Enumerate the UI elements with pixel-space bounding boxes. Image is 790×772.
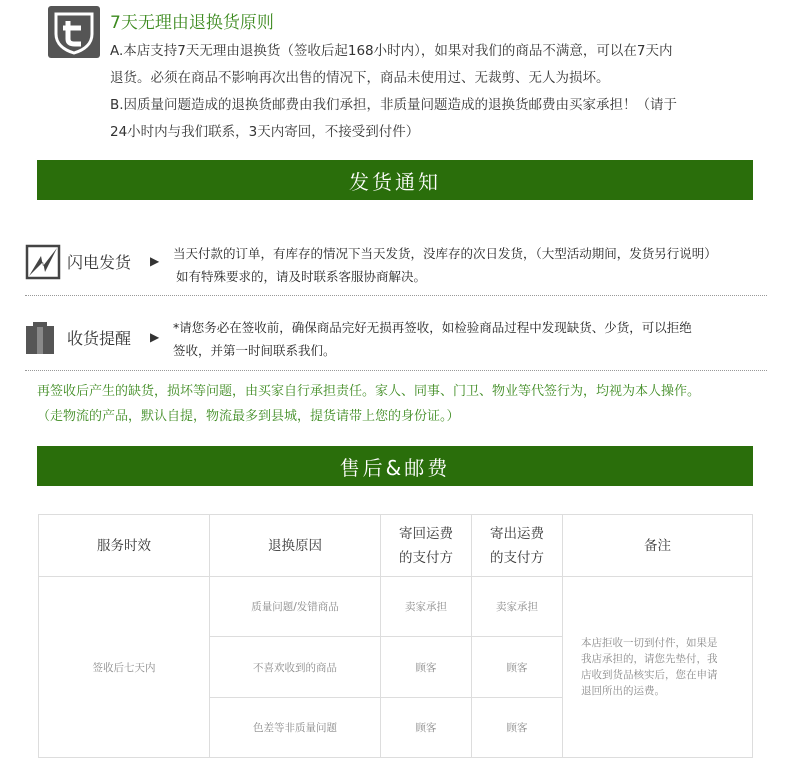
flash-shipping-row bbox=[25, 242, 767, 302]
header-remark: 备注 bbox=[563, 515, 753, 577]
receipt-reminder-label: 收货提醒 bbox=[67, 329, 132, 348]
remark-line: 店收到货品核实后，您在申请 bbox=[581, 669, 718, 681]
responsibility-warning bbox=[37, 379, 767, 429]
after-sales-fee-table bbox=[38, 514, 753, 758]
table-header-row bbox=[39, 515, 753, 577]
lightning-icon bbox=[25, 244, 61, 280]
return-payer-cell: 顾客 bbox=[381, 637, 472, 698]
header-line: 寄出运费 bbox=[490, 525, 544, 542]
notice-line: 如有特殊要求的，请及时联系客服协商解决。 bbox=[176, 269, 427, 284]
header-line: 寄回运费 bbox=[399, 525, 453, 542]
reason-cell: 不喜欢收到的商品 bbox=[210, 637, 381, 698]
store-shield-logo bbox=[48, 6, 100, 58]
header-period: 服务时效 bbox=[39, 515, 210, 577]
policy-title: 7天无理由退换货原则 bbox=[110, 13, 274, 33]
policy-line: B.因质量问题造成的退换货邮费由我们承担，非质量问题造成的退换货邮费由买家承担！（请于 bbox=[110, 97, 678, 113]
policy-text bbox=[110, 38, 770, 146]
receipt-reminder-text bbox=[173, 316, 753, 362]
package-icon bbox=[25, 320, 55, 356]
header-line: 的支付方 bbox=[399, 549, 453, 566]
period-cell: 签收后七天内 bbox=[39, 577, 210, 758]
divider bbox=[25, 370, 767, 371]
send-payer-cell: 顾客 bbox=[472, 637, 563, 698]
remark-cell bbox=[563, 577, 753, 758]
warning-line: 再签收后产生的缺货，损坏等问题，由买家自行承担责任。家人、同事、门卫、物业等代签行为，均视为本人操作。 bbox=[37, 384, 701, 399]
policy-line: 退货。必须在商品不影响再次出售的情况下，商品未使用过、无裁剪、无人为损坏。 bbox=[110, 70, 610, 86]
header-return-fee bbox=[381, 515, 472, 577]
header-line: 的支付方 bbox=[490, 549, 544, 566]
shield-t-icon bbox=[48, 6, 100, 58]
header-reason: 退换原因 bbox=[210, 515, 381, 577]
warning-line: （走物流的产品，默认自提，物流最多到县城，提货请带上您的身份证。） bbox=[37, 409, 460, 424]
arrow-right-icon: ▶ bbox=[150, 254, 160, 268]
notice-line: 签收，并第一时间联系我们。 bbox=[173, 343, 336, 358]
after-sales-banner: 售后&邮费 bbox=[37, 446, 753, 486]
receipt-reminder-row bbox=[25, 316, 767, 376]
remark-line: 我店承担的，请您先垫付，我 bbox=[581, 653, 718, 665]
header-send-fee bbox=[472, 515, 563, 577]
notice-line: *请您务必在签收前，确保商品完好无损再签收，如检验商品过程中发现缺货、少货，可以拒绝 bbox=[173, 320, 692, 335]
send-payer-cell: 顾客 bbox=[472, 698, 563, 758]
return-payer-cell: 顾客 bbox=[381, 698, 472, 758]
reason-cell: 质量问题/发错商品 bbox=[210, 577, 381, 637]
send-payer-cell: 卖家承担 bbox=[472, 577, 563, 637]
policy-line: A.本店支持7天无理由退换货（签收后起168小时内），如果对我们的商品不满意，可以在7天内 bbox=[110, 43, 673, 59]
policy-line: 24小时内与我们联系，3天内寄回，不接受到付件） bbox=[110, 124, 420, 140]
remark-line: 本店拒收一切到付件，如果是 bbox=[581, 637, 718, 649]
remark-line: 退回所出的运费。 bbox=[581, 685, 665, 697]
divider bbox=[25, 295, 767, 296]
reason-cell: 色差等非质量问题 bbox=[210, 698, 381, 758]
flash-shipping-label: 闪电发货 bbox=[67, 253, 132, 272]
shipping-notice-banner: 发货通知 bbox=[37, 160, 753, 200]
arrow-right-icon: ▶ bbox=[150, 330, 160, 344]
return-payer-cell: 卖家承担 bbox=[381, 577, 472, 637]
flash-shipping-text bbox=[173, 242, 753, 288]
table-row bbox=[39, 577, 753, 637]
notice-line: 当天付款的订单，有库存的情况下当天发货，没库存的次日发货，（大型活动期间，发货另行说明） bbox=[173, 246, 717, 261]
